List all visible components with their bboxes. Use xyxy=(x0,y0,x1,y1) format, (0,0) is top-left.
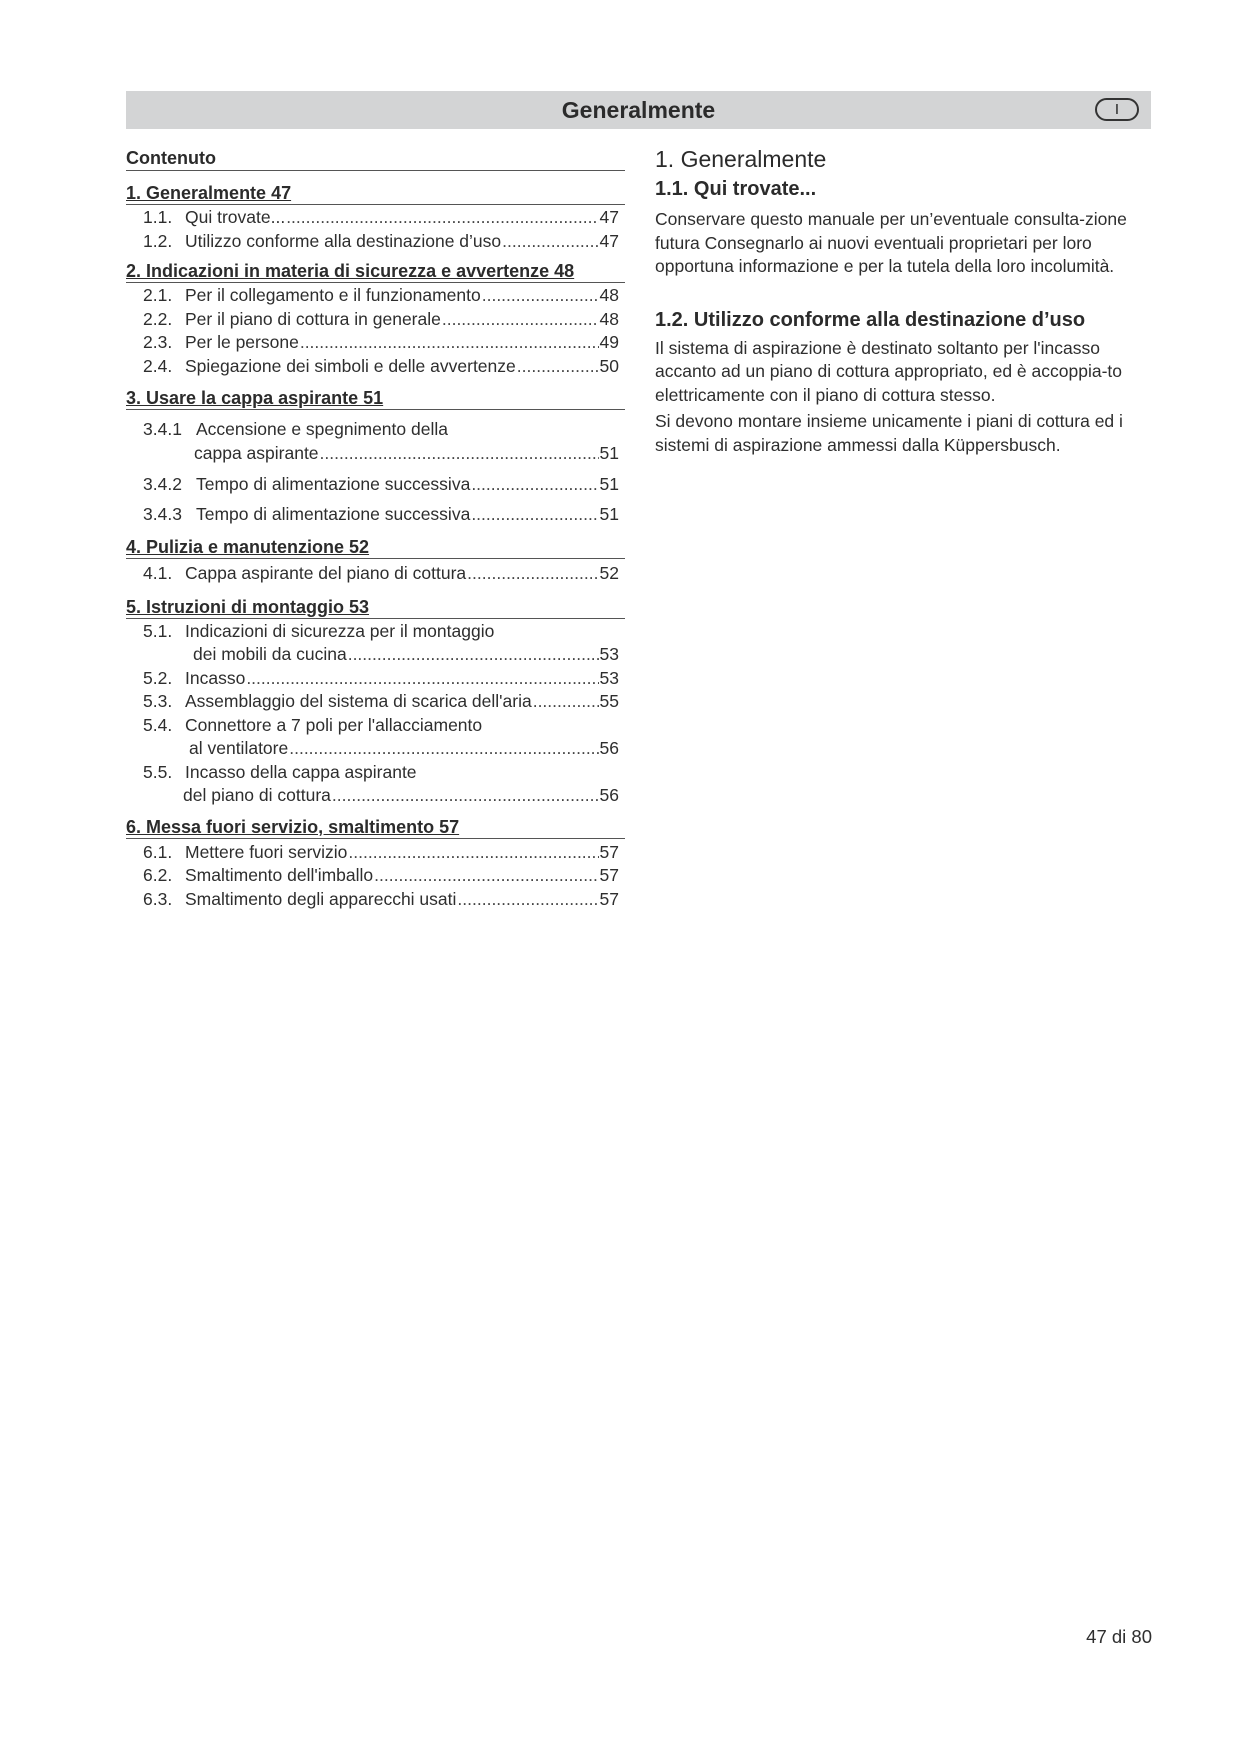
toc-entry[interactable]: 5.1. Indicazioni di sicurezza per il montaggio xyxy=(143,620,495,641)
toc-entry[interactable]: 3.4.1 Accensione e spegnimento della xyxy=(143,419,448,439)
language-badge: I xyxy=(1095,98,1139,121)
subsection-heading: 1.2. Utilizzo conforme alla destinazione d’uso xyxy=(655,308,1086,331)
toc-section-title[interactable]: 3. Usare la cappa aspirante 51 xyxy=(126,388,625,410)
toc-entry[interactable]: 4.1. Cappa aspirante del piano di cottura ..... 52 xyxy=(126,562,625,586)
toc-entry[interactable]: 1.2. Utilizzo conforme alla destinazione d’uso ..... 47 xyxy=(126,230,625,254)
toc-entry-continuation[interactable]: cappa aspirante ..... 51 xyxy=(126,442,625,466)
toc-entry[interactable]: 5.2. Incasso ..... 53 xyxy=(126,667,625,691)
subsection-heading: 1.1. Qui trovate... xyxy=(655,178,817,200)
page-title: Generalmente xyxy=(561,97,716,123)
toc-section-title[interactable]: 6. Messa fuori servizio, smaltimento 57 xyxy=(126,817,625,839)
toc-entry[interactable]: 6.2. Smaltimento dell'imballo ..... 57 xyxy=(126,864,625,888)
toc-entry[interactable]: 3.4.3 Tempo di alimentazione successiva ..... 51 xyxy=(126,503,625,527)
toc-entry[interactable]: 2.1. Per il collegamento e il funzionamento ..... 48 xyxy=(126,284,625,308)
toc-entry[interactable]: 5.4. Connettore a 7 poli per l'allacciamento xyxy=(143,714,483,735)
content-column xyxy=(655,146,1155,457)
toc-entry-continuation[interactable]: del piano di cottura ..... 56 xyxy=(126,784,625,808)
toc-entry[interactable]: 1.1. Qui trovate... ..... 47 xyxy=(126,206,625,230)
toc-entry[interactable]: 3.4.2 Tempo di alimentazione successiva ..... 51 xyxy=(126,473,625,497)
paragraph: Il sistema di aspirazione è destinato soltanto per l'incasso accanto ad un piano di cottura appropriato, ed è accoppia-to elettricamente con il piano di cottura stesso. xyxy=(655,337,1122,405)
toc-entry[interactable]: 5.3. Assemblaggio del sistema di scarica dell'aria ..... 55 xyxy=(126,690,625,714)
toc-entry[interactable]: 2.2. Per il piano di cottura in generale ..... 48 xyxy=(126,308,625,332)
toc-section-title[interactable]: 4. Pulizia e manutenzione 52 xyxy=(126,537,625,559)
toc-section-title[interactable]: 2. Indicazioni in materia di sicurezza e avvertenze 48 xyxy=(126,261,625,283)
header-bar xyxy=(126,91,1151,129)
toc-entry[interactable]: 6.3. Smaltimento degli apparecchi usati ..... 57 xyxy=(126,888,625,912)
toc-entry[interactable]: 5.5. Incasso della cappa aspirante xyxy=(143,761,417,782)
toc-entry[interactable]: 6.1. Mettere fuori servizio ..... 57 xyxy=(126,841,625,865)
toc-entry-continuation[interactable]: dei mobili da cucina ..... 53 xyxy=(126,643,625,667)
paragraph: Si devono montare insieme unicamente i piani di cottura ed i sistemi di aspirazione ammessi dalla Küppersbusch. xyxy=(655,411,1123,455)
section-heading: 1. Generalmente xyxy=(655,146,827,172)
toc-section-title[interactable]: 5. Istruzioni di montaggio 53 xyxy=(126,597,625,619)
page-number: 47 di 80 xyxy=(1086,1626,1152,1647)
table-of-contents xyxy=(126,148,625,911)
paragraph: Conservare questo manuale per un’eventuale consulta-zione futura Consegnarlo ai nuovi eventuali proprietari per loro opportuna informazione e per la tutela della loro incolumità. xyxy=(655,209,1127,276)
toc-heading: Contenuto xyxy=(126,148,625,171)
toc-section-title[interactable]: 1. Generalmente 47 xyxy=(126,183,625,205)
toc-entry[interactable]: 2.4. Spiegazione dei simboli e delle avvertenze ..... 50 xyxy=(126,355,625,379)
toc-entry-continuation[interactable]: al ventilatore ..... 56 xyxy=(126,737,625,761)
toc-entry[interactable]: 2.3. Per le persone ..... 49 xyxy=(126,331,625,355)
